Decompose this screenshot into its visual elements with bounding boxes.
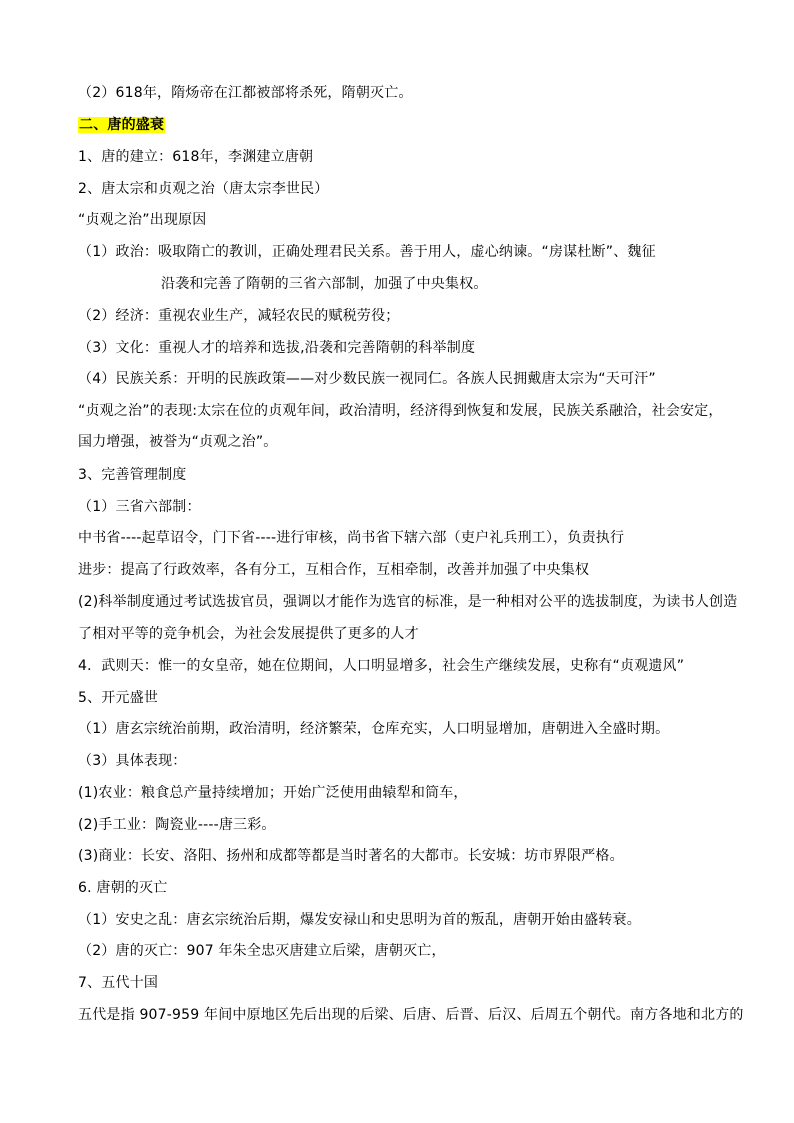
text-line-kaiyuan: 5、开元盛世 xyxy=(78,690,159,706)
text-line-keju: (2)科举制度通过考试选拔官员，强调以才能作为选官的标准，是一种相对公平的选拔制度，为读书人创造 xyxy=(78,594,738,610)
text-line-xuanzong-early: （1）唐玄宗统治前期，政治清明，经济繁荣，仓库充实，人口明显增加，唐朝进入全盛时期。 xyxy=(78,721,670,737)
text-line-three-depts: （1）三省六部制： xyxy=(78,499,201,515)
text-line-sui-fall: （2）618年，隋炀帝在江都被部将杀死，隋朝灭亡。 xyxy=(78,85,413,101)
text-line-zhenguan-reasons: “贞观之治”出现原因 xyxy=(78,212,207,228)
text-line-economy: （2）经济：重视农业生产，减轻农民的赋税劳役； xyxy=(78,308,400,324)
text-line-five-dynasties: 7、五代十国 xyxy=(78,975,159,991)
text-line-wu-zetian: 4．武则天：惟一的女皇帝，她在位期间，人口明显增多，社会生产继续发展，史称有“贞观遗风” xyxy=(78,658,685,674)
text-line-zhongshu: 中书省----起草诏令，门下省----进行审核，尚书省下辖六部（吏户礼兵刑工），负责执行 xyxy=(78,530,625,546)
text-line-specifics: （3）具体表现： xyxy=(78,753,187,769)
text-line-commerce: (3)商业：长安、洛阳、扬州和成都等都是当时著名的大都市。长安城：坊市界限严格。 xyxy=(78,848,624,864)
section-heading-tang xyxy=(78,115,165,135)
text-line-ethnic: （4）民族关系：开明的民族政策——对少数民族一视同仁。各族人民拥戴唐太宗为“天可汗” xyxy=(78,371,656,387)
text-line-politics-cont: 沿袭和完善了隋朝的三省六部制，加强了中央集权。 xyxy=(161,276,488,292)
text-line-tang-end: （2）唐的灭亡：907 年朱全忠灭唐建立后梁，唐朝灭亡， xyxy=(78,943,446,959)
text-line-taizong: 2、唐太宗和贞观之治（唐太宗李世民） xyxy=(78,181,329,197)
section-heading-label: 二、唐的盛衰 xyxy=(79,117,165,133)
text-line-keju-cont: 了相对平等的竞争机会，为社会发展提供了更多的人才 xyxy=(78,626,419,642)
text-line-agriculture: (1)农业：粮食总产量持续增加；开始广泛使用曲辕犁和筒车， xyxy=(78,785,468,801)
text-line-progress: 进步：提高了行政效率，各有分工，互相合作，互相牵制，改善并加强了中央集权 xyxy=(78,562,590,578)
text-line-five-dynasties-desc: 五代是指 907-959 年间中原地区先后出现的后梁、后唐、后晋、后汉、后周五个朝代。南方各地和北方的 xyxy=(78,1007,744,1023)
text-line-zhenguan-manifest: “贞观之治”的表现:太宗在位的贞观年间，政治清明，经济得到恢复和发展，民族关系融洽，社会安定， xyxy=(78,403,723,419)
text-line-tang-founding: 1、唐的建立：618年，李渊建立唐朝 xyxy=(78,149,314,165)
text-line-anshi: （1）安史之乱：唐玄宗统治后期，爆发安禄山和史思明为首的叛乱，唐朝开始由盛转衰。 xyxy=(78,912,641,928)
text-line-politics: （1）政治：吸取隋亡的教训，正确处理君民关系。善于用人，虚心纳谏。“房谋杜断”、魏征 xyxy=(78,244,656,260)
text-line-handicraft: (2)手工业：陶瓷业----唐三彩。 xyxy=(78,817,276,833)
text-line-tang-fall: 6. 唐朝的灭亡 xyxy=(78,880,168,896)
text-line-zhenguan-manifest-cont: 国力增强，被誉为“贞观之治”。 xyxy=(78,434,278,450)
text-line-admin-system: 3、完善管理制度 xyxy=(78,467,187,483)
text-line-culture: （3）文化：重视人才的培养和选拔,沿袭和完善隋朝的科举制度 xyxy=(78,340,476,356)
